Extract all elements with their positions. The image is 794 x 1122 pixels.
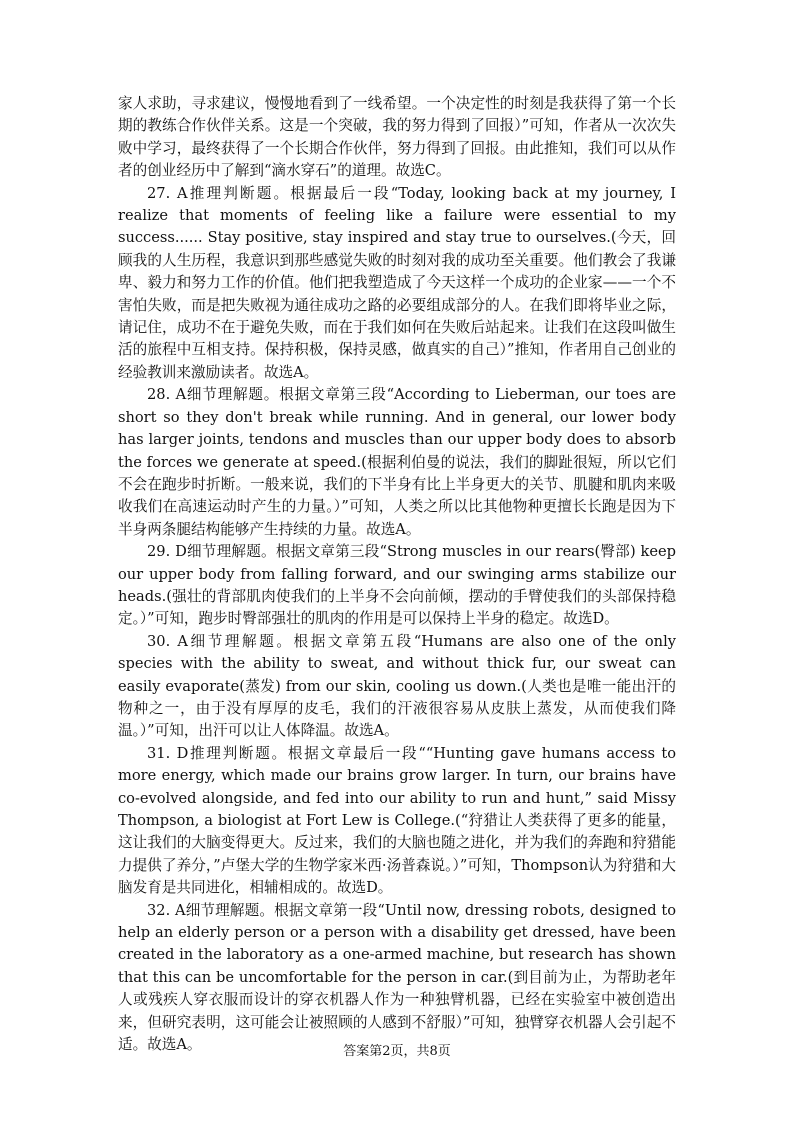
paragraph-continuation: 家人求助，寻求建议，慢慢地看到了一线希望。一个决定性的时刻是我获得了第一个长期的教练合作伙伴关系。这是一个突破，我的努力得到了回报）”可知，作者从一次次失败中学习，最终获得了一个长期合作伙伴，努力得到了回报。由此推知，我们可以从作者的创业经历中了解到“滴水穿石”的道理。故选C。 [118, 95, 676, 180]
answer-body [118, 93, 676, 1056]
answer-32: 32. A细节理解题。根据文章第一段“Until now, dressing robots, designed to help an elderly person or a person with a disability get dressed, have been created in the laboratory as a one-armed machine, but research has shown that this can be uncomfortable for the person in car.(到目前为止，为帮助老年人或残疾人穿衣服而设计的穿衣机器人作为一种独臂机器，已经在实验室中被创造出来，但研究表明，这可能会让被照顾的人感到不舒服）”可知，独臂穿衣机器人会引起不适。故选A。 [118, 901, 676, 1054]
answer-29: 29. D细节理解题。根据文章第三段“Strong muscles in our rears(臀部) keep our upper body from falling forward, and our swinging arms stabilize our heads.(强壮的背部肌肉使我们的上半身不会向前倾，摆动的手臂使我们的头部保持稳定。）”可知，跑步时臀部强壮的肌肉的作用是可以保持上半身的稳定。故选D。 [118, 543, 676, 628]
page-footer: 答案第2页，共8页 [343, 1044, 451, 1059]
answer-31: 31. D推理判断题。根据文章最后一段““Hunting gave humans access to more energy, which made our brains grow larger. In turn, our brains have co-evolved alongside, and fed into our ability to run and hunt,” said Missy Thompson, a biologist at Fort Lew is College.(“狩猎让人类获得了更多的能量，这让我们的大脑变得更大。反过来，我们的大脑也随之进化，并为我们的奔跑和狩猎能力提供了养分，”卢堡大学的生物学家米西·汤普森说。）”可知，Thompson认为狩猎和大脑发育是共同进化，相辅相成的。故选D。 [118, 744, 676, 897]
answer-27: 27. A推理判断题。根据最后一段“Today, looking back at my journey, I realize that moments of feeling like a failure were essential to my success...... Stay positive, stay inspired and stay true to ourselves.(今天，回顾我的人生历程，我意识到那些感觉失败的时刻对我的成功至关重要。他们教会了我谦卑、毅力和努力工作的价值。他们把我塑造成了今天这样一个成功的企业家——一个不害怕失败，而是把失败视为通往成功之路的必要组成部分的人。在我们即将毕业之际，请记住，成功不在于避免失败，而在于我们如何在失败后站起来。让我们在这段叫做生活的旅程中互相支持。保持积极，保持灵感，做真实的自己）”推知，作者用自己创业的经验教训来激励读者。故选A。 [118, 184, 676, 381]
answer-30: 30. A细节理解题。根据文章第五段“Humans are also one of the only species with the ability to sweat, and without thick fur, our sweat can easily evaporate(蒸发) from our skin, cooling us down.(人类也是唯一能出汗的物种之一，由于没有厚厚的皮毛，我们的汗液很容易从皮肤上蒸发，从而使我们降温。）”可知，出汗可以让人体降温。故选A。 [118, 632, 676, 740]
answer-28: 28. A细节理解题。根据文章第三段“According to Lieberman, our toes are short so they don't break while running. And in general, our lower body has larger joints, tendons and muscles than our upper body does to absorb the forces we generate at speed.(根据利伯曼的说法，我们的脚趾很短，所以它们不会在跑步时折断。一般来说，我们的下半身有比上半身更大的关节、肌腱和肌肉来吸收我们在高速运动时产生的力量。）”可知，人类之所以比其他物种更擅长长跑是因为下半身两条腿结构能够产生持续的力量。故选A。 [118, 386, 676, 538]
